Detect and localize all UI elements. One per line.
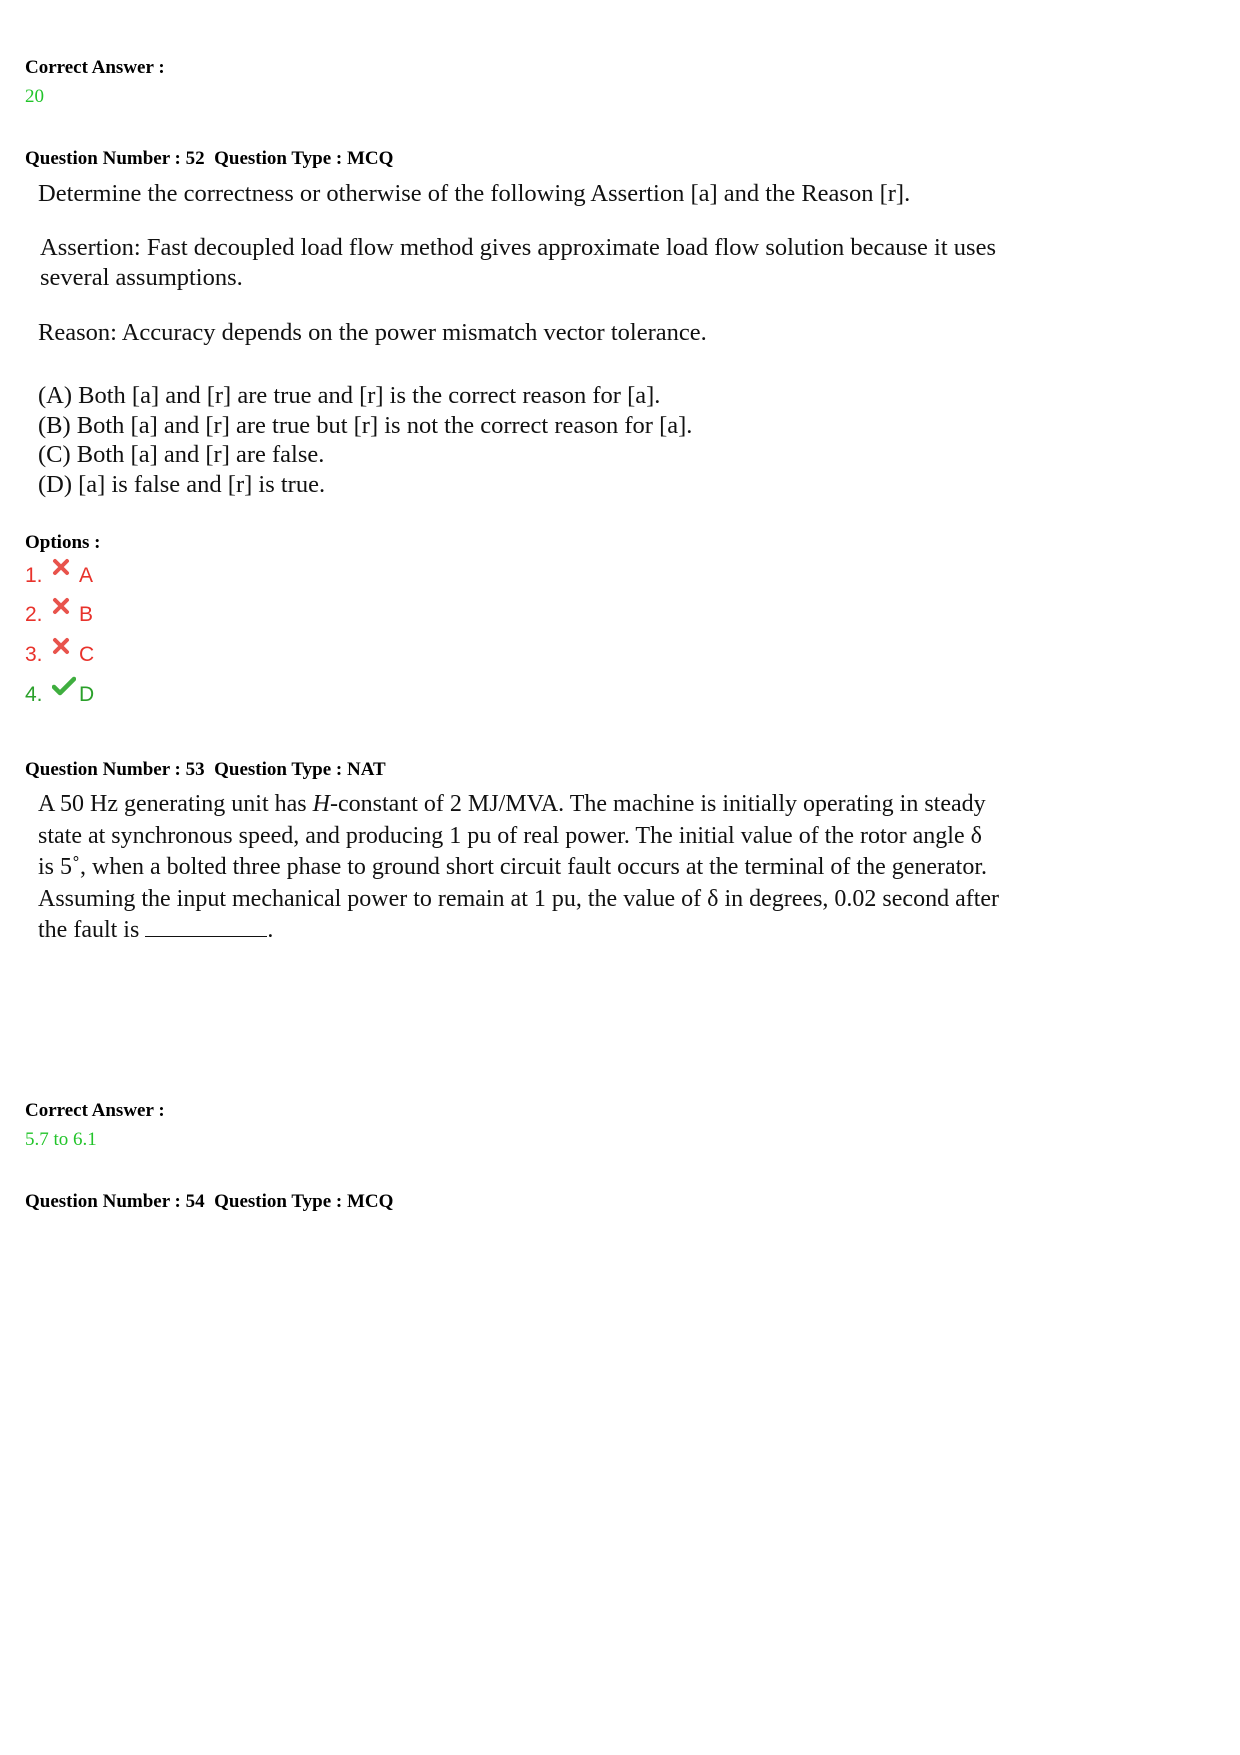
question-52-intro xyxy=(38,179,910,209)
choice-d: (D) [a] is false and [r] is true. xyxy=(38,470,326,498)
question-53-line-5-end: . xyxy=(267,917,274,943)
question-53-line-5 xyxy=(38,915,999,947)
question-header-53: Question Number : 53 Question Type : NAT xyxy=(25,759,386,780)
correct-answer-label: Correct Answer : xyxy=(25,57,165,78)
option-3-letter: C xyxy=(79,643,95,666)
answer-blank xyxy=(145,916,267,937)
option-4 xyxy=(25,682,94,708)
correct-answer-value-53: 5.7 to 6.1 xyxy=(25,1129,97,1150)
question-53-h-symbol: H xyxy=(312,791,330,817)
option-1 xyxy=(25,563,93,589)
option-2-letter: B xyxy=(79,603,94,626)
option-4-letter: D xyxy=(79,683,95,706)
question-53-line-1-b: -constant of 2 MJ/MVA. The machine is initially operating in steady xyxy=(329,791,986,817)
cross-icon xyxy=(52,596,78,620)
question-53-line-1 xyxy=(38,789,999,821)
choice-c: (C) Both [a] and [r] are false. xyxy=(38,441,325,468)
cross-icon xyxy=(52,636,78,660)
assertion-line-2: several assumptions. xyxy=(40,264,243,291)
question-53-line-2: state at synchronous speed, and producing 1 pu of real power. The initial value of the rotor angle δ xyxy=(38,822,982,849)
option-1-number: 1. xyxy=(25,564,43,587)
option-3-number: 3. xyxy=(25,643,43,666)
question-53-line-5-text: the fault is xyxy=(38,917,140,943)
reason-text: Reason: Accuracy depends on the power mismatch vector tolerance. xyxy=(38,319,707,346)
correct-answer-value: 20 xyxy=(25,86,44,107)
option-4-number: 4. xyxy=(25,683,43,706)
question-header-54: Question Number : 54 Question Type : MCQ xyxy=(25,1191,394,1212)
check-icon xyxy=(52,676,78,700)
question-53-line-1-a: A 50 Hz generating unit has xyxy=(38,791,313,817)
question-52-intro-text: Determine the correctness or otherwise of the following Assertion [a] and the Reason [r]. xyxy=(38,180,911,207)
question-53-line-4: Assuming the input mechanical power to remain at 1 pu, the value of δ in degrees, 0.02 second after xyxy=(38,885,1000,912)
question-52-assertion xyxy=(40,233,996,293)
question-header-52: Question Number : 52 Question Type : MCQ xyxy=(25,148,394,169)
question-52-choices xyxy=(38,381,692,499)
option-2-number: 2. xyxy=(25,603,43,626)
question-52-reason xyxy=(38,318,707,348)
cross-icon xyxy=(52,557,78,581)
choice-a: (A) Both [a] and [r] are true and [r] is the correct reason for [a]. xyxy=(38,382,661,409)
options-label: Options : xyxy=(25,532,101,553)
option-2 xyxy=(25,602,93,628)
option-3 xyxy=(25,642,94,668)
correct-answer-label-53: Correct Answer : xyxy=(25,1100,165,1121)
option-1-letter: A xyxy=(79,564,94,587)
question-53-body xyxy=(38,789,999,947)
choice-b: (B) Both [a] and [r] are true but [r] is not the correct reason for [a]. xyxy=(38,411,693,439)
question-53-line-3: is 5˚, when a bolted three phase to ground short circuit fault occurs at the terminal of the generator. xyxy=(38,854,988,880)
assertion-line-1: Assertion: Fast decoupled load flow method gives approximate load flow solution because it uses xyxy=(40,234,996,261)
